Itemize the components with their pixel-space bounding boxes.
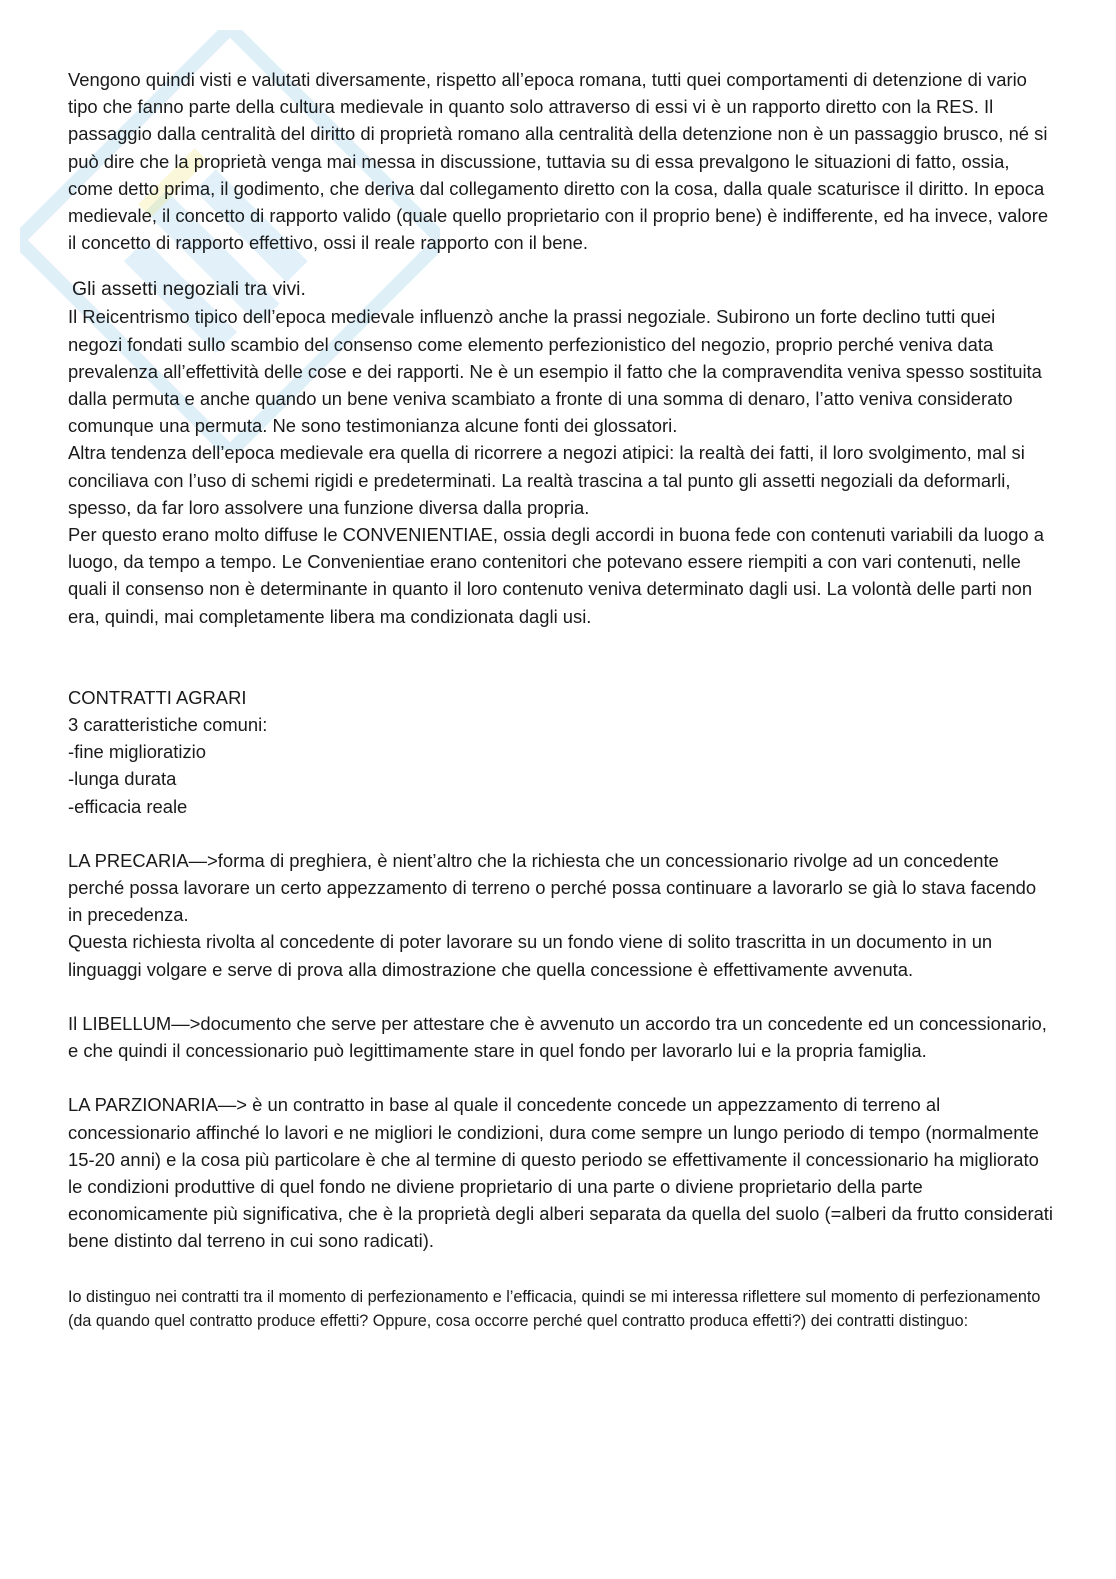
list-item: -lunga durata — [68, 768, 177, 790]
document-page — [68, 66, 1053, 1334]
contratti-agrari-subtitle: 3 caratteristiche comuni: — [68, 714, 268, 736]
contratti-agrari-title: CONTRATTI AGRARI — [68, 686, 247, 708]
paragraph-negozi-atipici: Altra tendenza dell’epoca medievale era quella di ricorrere a negozi atipici: la realtà dei fatti, il loro svolgimento, mal si conciliava con l’uso di schemi rigidi e predeterminati. La realtà trascina a tal punto gli assetti negoziali da deformarli, spesso, da far loro assolvere una funzione diversa dalla propria. — [68, 442, 1025, 518]
paragraph-reicentrismo: Il Reicentrismo tipico dell’epoca medievale influenzò anche la prassi negoziale. Subirono un forte declino tutti quei negozi fondati sullo scambio del consenso come elemento perfezionistico del negozio, proprio perché veniva data prevalenza all’effettività delle cose e dei rapporti. Ne è un esempio il fatto che la compravendita veniva spesso sostituita dalla permuta e anche quando un bene veniva scambiato a fronte di una somma di denaro, l’atto veniva considerato comunque una permuta. Ne sono testimonianza alcune fonti dei glossatori. — [68, 306, 1042, 437]
paragraph-perfezionamento: Io distinguo nei contratti tra il momento di perfezionamento e l’efficacia, quindi se mi interessa riflettere sul momento di perfezionamento (da quando quel contratto produce effetti? Oppure, cosa occorre perché quel contratto produca effetti?) dei contratti distinguo: — [68, 1287, 1041, 1331]
paragraph-convenientiae: Per questo erano molto diffuse le CONVENIENTIAE, ossia degli accordi in buona fede con contenuti variabili da luogo a luogo, da tempo a tempo. Le Convenientiae erano contenitori che potevano essere riempiti a con vari contenuti, nelle quali il consenso non è determinante in quanto il loro contenuto veniva determinato dagli usi. La volontà delle parti non era, quindi, mai completamente libera ma condizionata dagli usi. — [68, 524, 1044, 627]
list-item: -fine miglioratizio — [68, 741, 206, 763]
paragraph-precaria: LA PRECARIA—>forma di preghiera, è nient’altro che la richiesta che un concessionario rivolge ad un concedente perché possa lavorare un certo appezzamento di terreno o perché possa continuare a lavorarlo se già lo stava facendo in precedenza. — [68, 849, 1037, 926]
paragraph-detenzione: Vengono quindi visti e valutati diversamente, rispetto all’epoca romana, tutti quei comportamenti di detenzione di vario tipo che fanno parte della cultura medievale in quanto solo attraverso di essi vi è un rapporto diretto con la RES. Il passaggio dalla centralità del diritto di proprietà romano alla centralità della detenzione non è un passaggio brusco, né si può dire che la proprietà venga mai messa in discussione, tuttavia su di essa prevalgono le situazioni di fatto, ossia, come detto prima, il godimento, che deriva dal collegamento diretto con la cosa, dalla quale scaturisce il diritto. In epoca medievale, il concetto di rapporto valido (quale quello proprietario con il proprio bene) è indifferente, ed ha invece, valore il concetto di rapporto effettivo, ossi il reale rapporto con il bene. — [68, 69, 1049, 254]
heading-assetti-negoziali: Gli assetti negoziali tra vivi. — [72, 278, 306, 301]
paragraph-precaria-prova: Questa richiesta rivolta al concedente di poter lavorare su un fondo viene di solito trascritta in un documento in un linguaggi volgare e serve di prova alla dimostrazione che quella concessione è effettivamente avvenuta. — [68, 931, 993, 980]
list-item: -efficacia reale — [68, 795, 188, 817]
paragraph-parzionaria: LA PARZIONARIA—> è un contratto in base al quale il concedente concede un appezzamento di terreno al concessionario affinché lo lavori e ne migliori le condizioni, dura come sempre un lungo periodo di tempo (normalmente 15-20 anni) e la cosa più particolare è che al termine di questo periodo se effettivamente il concessionario ha migliorato le condizioni produttive di quel fondo ne diviene proprietario di una parte o diviene proprietario della parte economicamente più significativa, che è la proprietà degli alberi separata da quella del suolo (=alberi da frutto considerati bene distinto dal terreno in cui sono radicati). — [68, 1094, 1053, 1252]
paragraph-libellum: Il LIBELLUM—>documento che serve per attestare che è avvenuto un accordo tra un concedente ed un concessionario, e che quindi il concessionario può legittimamente stare in quel fondo per lavorarlo lui e la propria famiglia. — [68, 1012, 1047, 1062]
